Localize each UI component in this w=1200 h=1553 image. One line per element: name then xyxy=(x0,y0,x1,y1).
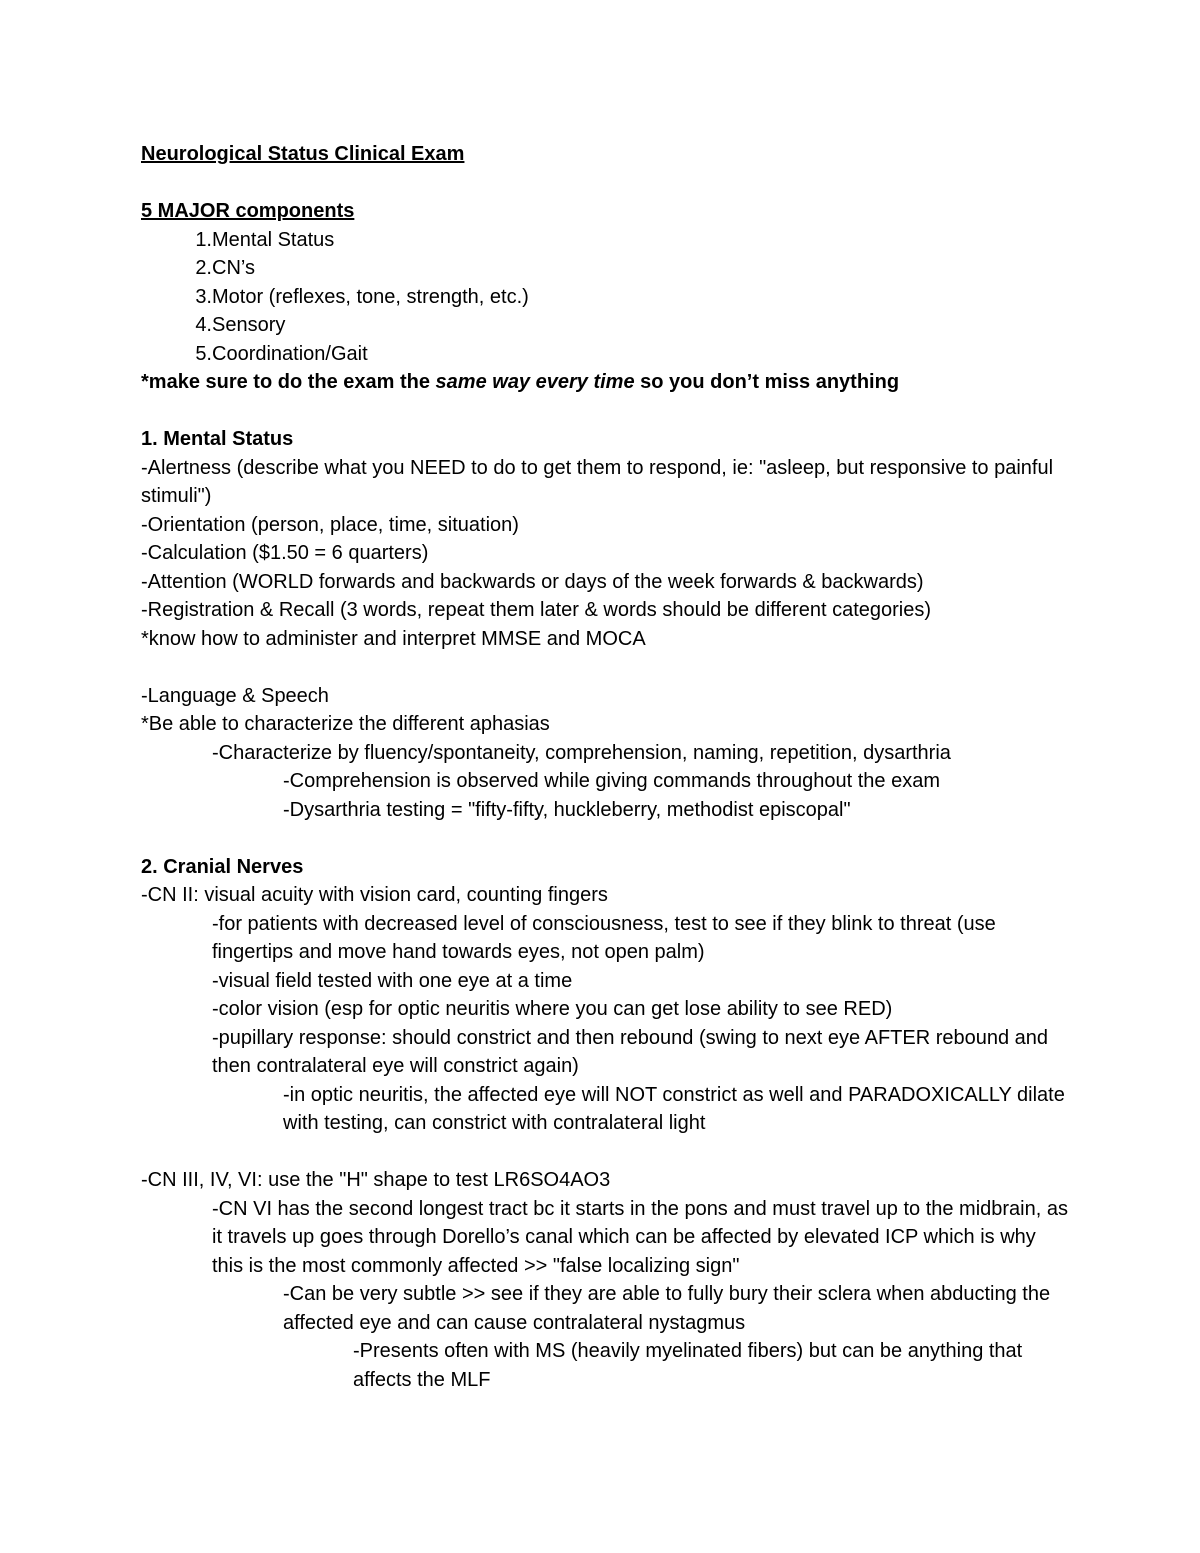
spacer xyxy=(141,1138,1071,1167)
paragraph-line: -Presents often with MS (heavily myelinated fibers) but can be anything that affects the MLF xyxy=(353,1340,1023,1391)
list-number: 3. xyxy=(195,285,212,308)
paragraph-line: *know how to administer and interpret MMSE and MOCA xyxy=(141,627,646,650)
list-number: 1. xyxy=(195,228,212,251)
paragraph-line: -CN III, IV, VI: use the "H" shape to test LR6SO4AO3 xyxy=(141,1169,611,1191)
paragraph-line: -Attention (WORLD forwards and backwards or days of the week forwards & backwards) xyxy=(141,570,924,593)
list-number: 4. xyxy=(195,314,212,336)
components-list xyxy=(141,226,1071,369)
paragraph-line: -Orientation (person, place, time, situation) xyxy=(141,513,519,536)
list-number: 2. xyxy=(195,257,212,279)
spacer xyxy=(141,824,1071,853)
paragraph-line: -Calculation ($1.50 = 6 quarters) xyxy=(141,542,429,564)
paragraph-line: -Language & Speech xyxy=(141,684,329,707)
list-item-text: CN’s xyxy=(212,257,255,279)
paragraph-line: -Registration & Recall (3 words, repeat them later & words should be different categories) xyxy=(141,599,932,621)
reminder-emphasis: same way every time xyxy=(435,371,635,393)
list-item-text: Mental Status xyxy=(212,228,335,251)
document-page xyxy=(141,140,1071,1394)
reminder-note: *make sure to do the exam the same way every time so you don’t miss anything xyxy=(141,371,900,393)
list-item-text: Motor (reflexes, tone, strength, etc.) xyxy=(212,285,529,308)
list-item xyxy=(141,226,1071,255)
paragraph-line: -for patients with decreased level of consciousness, test to see if they blink to threat (use fingertips and move hand towards eyes, not open palm) xyxy=(212,912,996,963)
paragraph-line: -in optic neuritis, the affected eye will NOT constrict as well and PARADOXICALLY dilate with testing, can constrict with contralateral light xyxy=(283,1083,1065,1134)
spacer xyxy=(141,169,1071,198)
paragraph-line: -visual field tested with one eye at a time xyxy=(212,969,573,992)
paragraph-line: -Characterize by fluency/spontaneity, comprehension, naming, repetition, dysarthria xyxy=(212,741,951,764)
paragraph-line: -Dysarthria testing = "fifty-fifty, huckleberry, methodist episcopal" xyxy=(283,798,851,821)
cranial-nerves-heading: 2. Cranial Nerves xyxy=(141,855,304,878)
list-item-text: Coordination/Gait xyxy=(212,342,368,365)
list-item xyxy=(141,254,1071,283)
list-item xyxy=(141,283,1071,312)
paragraph-line: *Be able to characterize the different aphasias xyxy=(141,713,550,735)
list-number: 5. xyxy=(195,342,212,365)
paragraph-line: -pupillary response: should constrict and then rebound (swing to next eye AFTER rebound and then contralateral eye will constrict again) xyxy=(212,1026,1049,1077)
paragraph-line: -Alertness (describe what you NEED to do to get them to respond, ie: "asleep, but responsive to painful stimuli") xyxy=(141,456,1054,507)
list-item xyxy=(141,340,1071,369)
document-title: Neurological Status Clinical Exam xyxy=(141,143,465,165)
paragraph-line: -Can be very subtle >> see if they are able to fully bury their sclera when abducting the affected eye and can cause contralateral nystagmus xyxy=(283,1283,1051,1334)
spacer xyxy=(141,397,1071,426)
paragraph-line: -Comprehension is observed while giving commands throughout the exam xyxy=(283,770,941,792)
components-heading: 5 MAJOR components xyxy=(141,200,355,222)
paragraph-line: -CN II: visual acuity with vision card, counting fingers xyxy=(141,884,608,906)
mental-status-heading: 1. Mental Status xyxy=(141,428,294,450)
paragraph-line: -CN VI has the second longest tract bc it starts in the pons and must travel up to the midbrain, as it travels up goes through Dorello’s canal which can be affected by elevated ICP which is why this is the most commonly affected >> "false localizing sign" xyxy=(212,1197,1068,1277)
list-item xyxy=(141,311,1071,340)
list-item-text: Sensory xyxy=(212,314,286,336)
paragraph-line: -color vision (esp for optic neuritis where you can get lose ability to see RED) xyxy=(212,998,893,1020)
spacer xyxy=(141,653,1071,682)
